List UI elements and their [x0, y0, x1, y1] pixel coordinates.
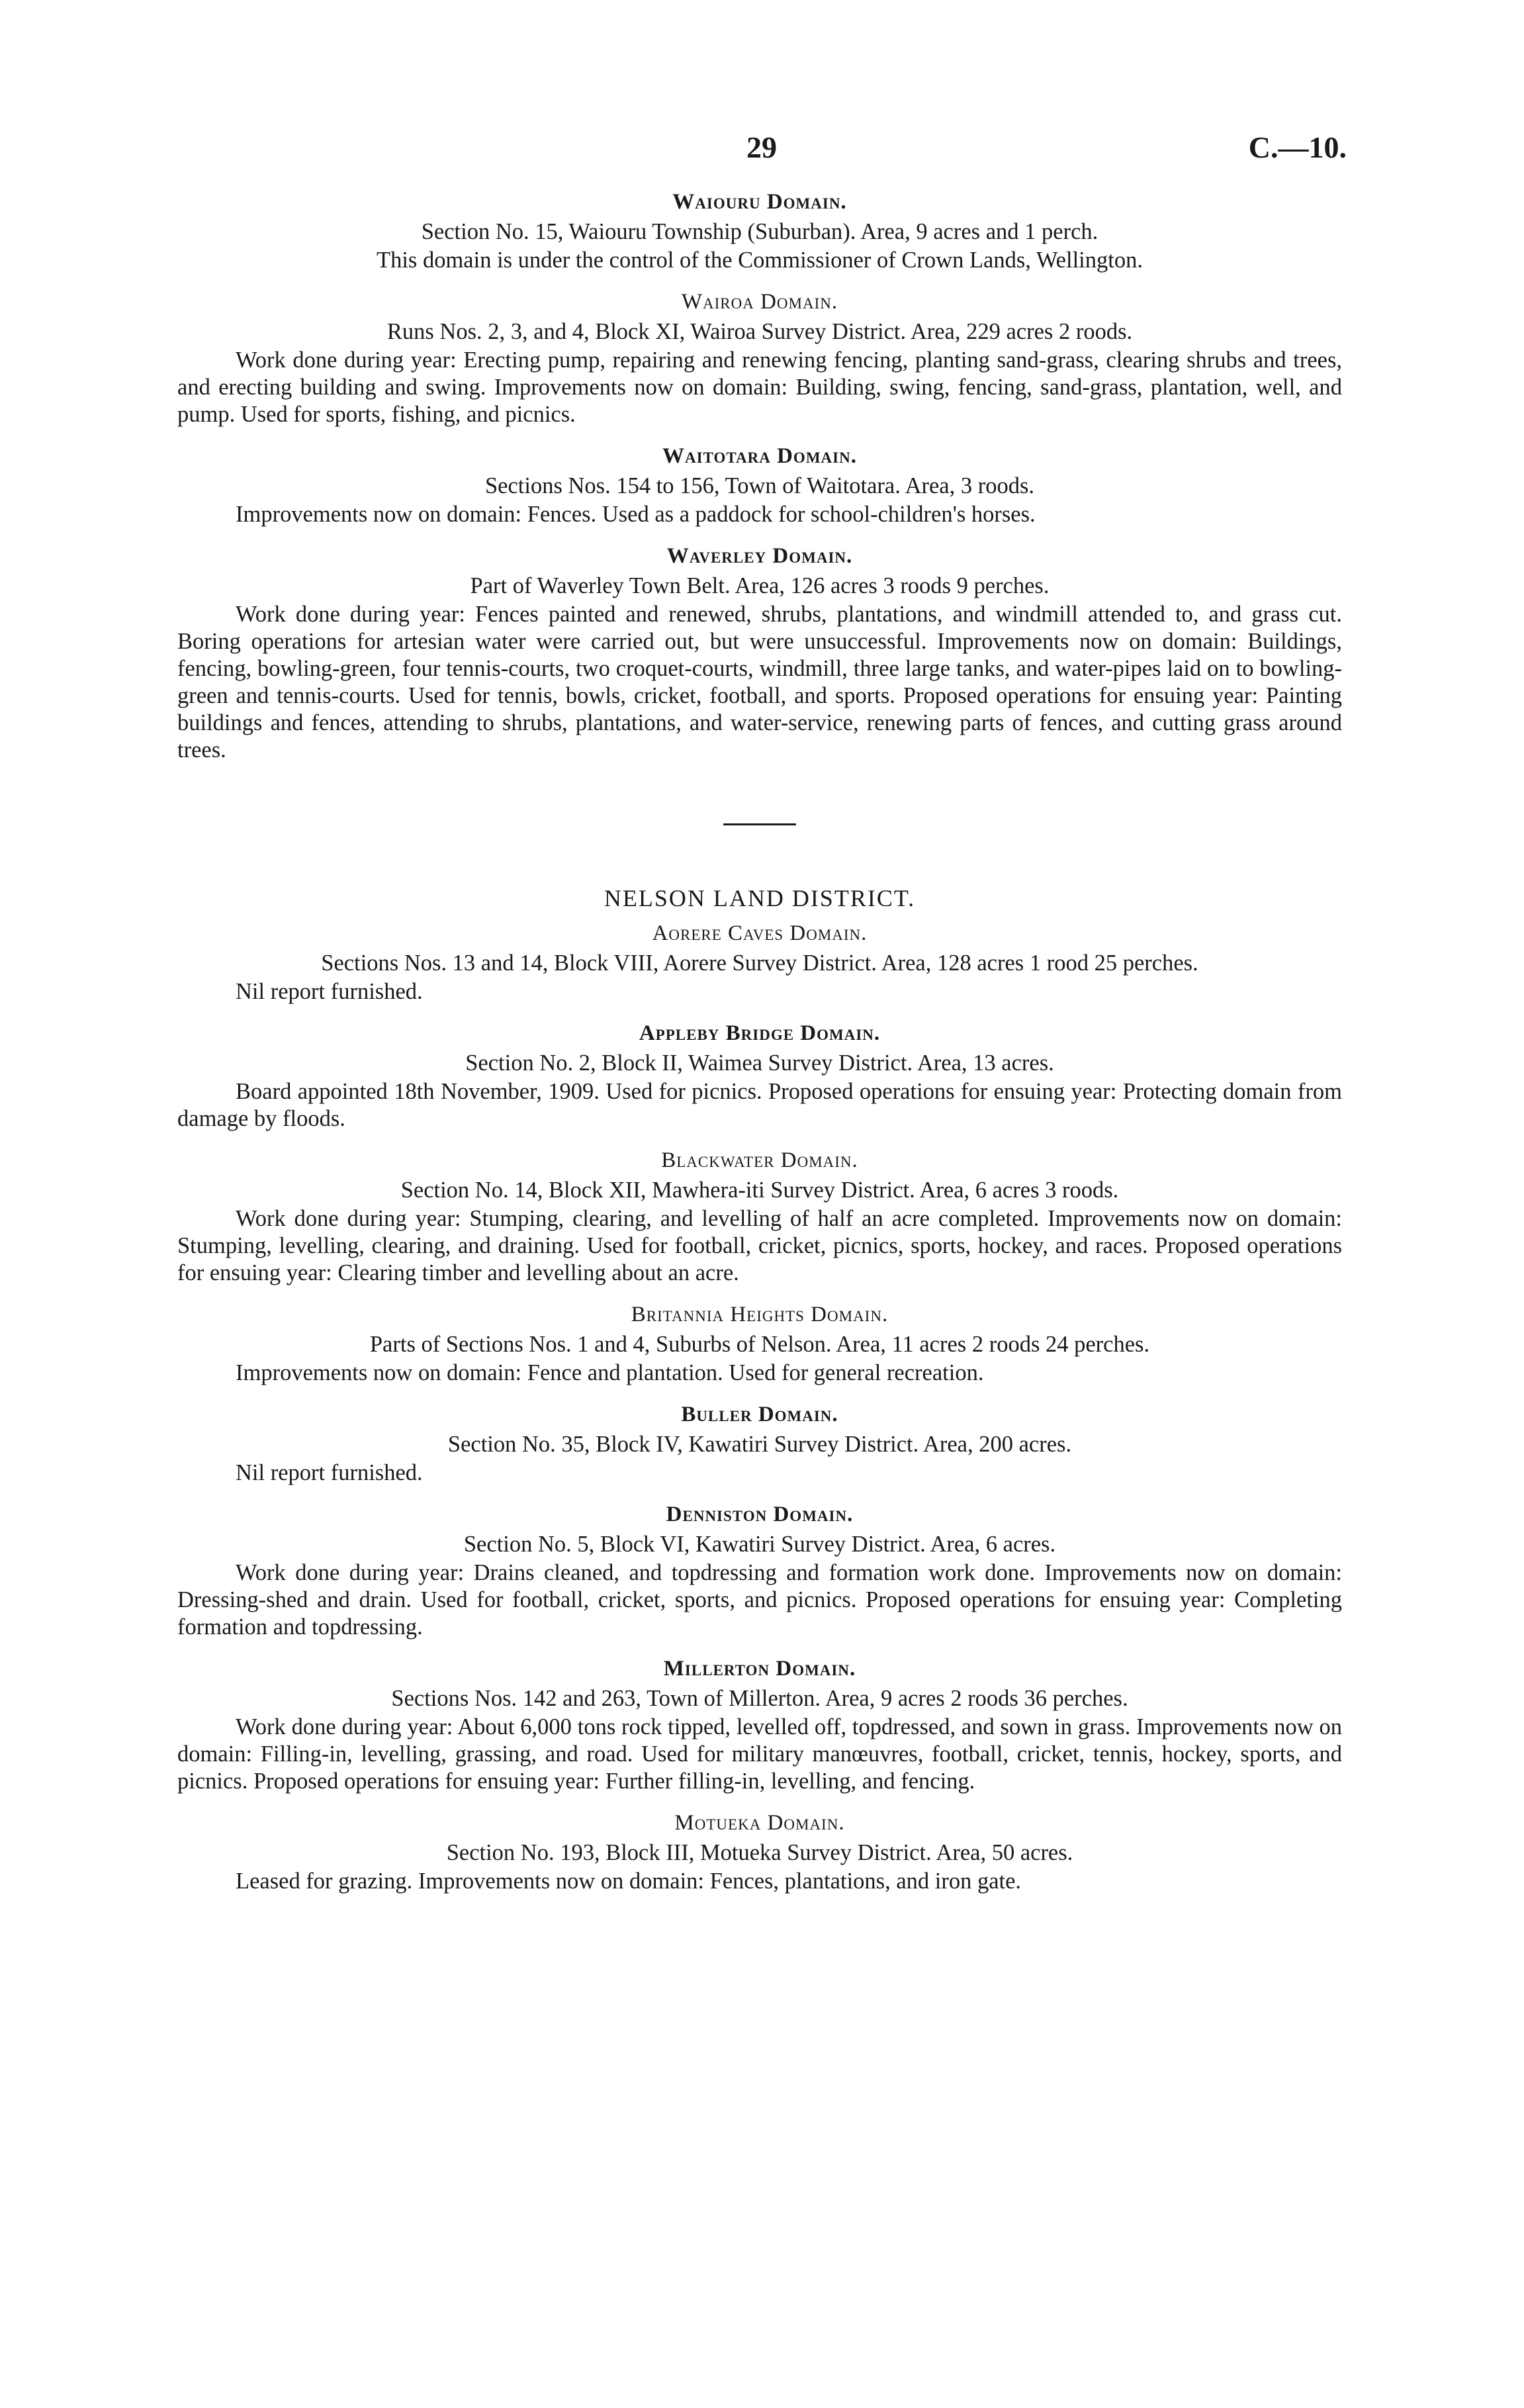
domain-location: Section No. 15, Waiouru Township (Suburban). Area, 9 acres and 1 perch. [421, 219, 1098, 244]
domain-title: Waverley Domain. [666, 544, 853, 568]
domain-location: Runs Nos. 2, 3, and 4, Block XI, Wairoa Survey District. Area, 229 acres 2 roods. [386, 319, 1133, 344]
domain-location: Sections Nos. 13 and 14, Block VIII, Aorere Survey District. Area, 128 acres 1 rood 25 perches. [321, 950, 1198, 976]
domain-title: Buller Domain. [681, 1403, 838, 1426]
domain-entry-britannia-heights [177, 1301, 1342, 1387]
domain-report: Work done during year: Drains cleaned, and topdressing and formation work done. Improvements now on domain: Dressing-shed and drain. Used for football, cricket, sports, and picnics. Proposed operations for ensuing year: Completing formation and topdressing. [177, 1560, 1342, 1640]
domain-location: Section No. 193, Block III, Motueka Survey District. Area, 50 acres. [446, 1840, 1073, 1865]
domain-title: Waiouru Domain. [672, 190, 847, 214]
domain-report: Improvements now on domain: Fences. Used as a paddock for school-children's horses. [236, 502, 1036, 527]
domain-report: Work done during year: Erecting pump, repairing and renewing fencing, planting sand-grass, clearing shrubs and trees, and erecting building and swing. Improvements now on domain: Building, swing, fencing, sand-grass, plantation, well, and pump. Used for sports, fishing, and picnics. [177, 347, 1342, 427]
domain-entry-blackwater [177, 1147, 1342, 1287]
domain-entry-motueka [177, 1810, 1342, 1895]
domain-title: Waitotara Domain. [662, 444, 857, 468]
domain-entry-denniston [177, 1501, 1342, 1641]
domain-entry-millerton [177, 1655, 1342, 1795]
district-heading: NELSON LAND DISTRICT. [604, 885, 916, 911]
domain-location: Section No. 5, Block VI, Kawatiri Survey District. Area, 6 acres. [463, 1532, 1056, 1557]
domain-report: Nil report furnished. [236, 1460, 423, 1485]
domain-title: Aorere Caves Domain. [652, 921, 868, 945]
domain-title: Blackwater Domain. [661, 1148, 858, 1172]
domain-title: Motueka Domain. [674, 1811, 845, 1835]
domain-entry-wairoa [177, 289, 1342, 428]
domain-title: Millerton Domain. [663, 1657, 856, 1681]
domain-title: Appleby Bridge Domain. [639, 1021, 881, 1045]
domain-title: Denniston Domain. [666, 1503, 854, 1526]
domain-report: Improvements now on domain: Fence and plantation. Used for general recreation. [236, 1360, 984, 1385]
domain-entry-waverley [177, 543, 1342, 764]
domain-entry-buller [177, 1401, 1342, 1487]
domain-location: Sections Nos. 142 and 263, Town of Millerton. Area, 9 acres 2 roods 36 perches. [391, 1686, 1128, 1711]
document-reference: C.—10. [1248, 130, 1347, 164]
page-body [177, 189, 1342, 1910]
domain-location: Section No. 2, Block II, Waimea Survey District. Area, 13 acres. [465, 1050, 1054, 1076]
domain-report: Leased for grazing. Improvements now on domain: Fences, plantations, and iron gate. [236, 1869, 1022, 1894]
domain-location: Section No. 14, Block XII, Mawhera-iti Survey District. Area, 6 acres 3 roods. [400, 1178, 1119, 1203]
domain-report: Work done during year: About 6,000 tons rock tipped, levelled off, topdressed, and sown in grass. Improvements now on domain: Filling-in, levelling, grassing, and road. Used for military manœuvres, football, cricket, tennis, hockey, sports, and picnics. Proposed operations for ensuing year: Further filling-in, levelling, and fencing. [177, 1714, 1342, 1794]
domain-report: This domain is under the control of the Commissioner of Crown Lands, Wellington. [377, 248, 1143, 273]
domain-entry-waiouru [177, 189, 1342, 274]
domain-location: Section No. 35, Block IV, Kawatiri Survey District. Area, 200 acres. [447, 1432, 1072, 1457]
domain-report: Board appointed 18th November, 1909. Used for picnics. Proposed operations for ensuing year: Protecting domain from damage by floods. [177, 1079, 1342, 1131]
domain-location: Sections Nos. 154 to 156, Town of Waitotara. Area, 3 roods. [484, 473, 1035, 498]
domain-report: Nil report furnished. [236, 979, 423, 1004]
domain-entry-appleby-bridge [177, 1020, 1342, 1133]
domain-report: Work done during year: Stumping, clearing, and levelling of half an acre completed. Improvements now on domain: Stumping, levelling, clearing, and draining. Used for football, cricket, picnics, sports, hockey, and races. Proposed operations for ensuing year: Clearing timber and levelling about an acre. [177, 1206, 1342, 1285]
domain-location: Part of Waverley Town Belt. Area, 126 acres 3 roods 9 perches. [470, 573, 1050, 598]
domain-entry-aorere-caves [177, 920, 1342, 1005]
domain-title: Britannia Heights Domain. [631, 1303, 889, 1326]
domain-entry-waitotara [177, 443, 1342, 528]
domain-location: Parts of Sections Nos. 1 and 4, Suburbs of Nelson. Area, 11 acres 2 roods 24 perches. [369, 1332, 1150, 1357]
page-number: 29 [746, 130, 777, 164]
domain-title: Wairoa Domain. [681, 290, 838, 314]
domain-report: Work done during year: Fences painted and renewed, shrubs, plantations, and windmill attended to, and grass cut. Boring operations for artesian water were carried out, but were unsuccessful. Improvements now on domain: Buildings, fencing, bowling-green, four tennis-courts, two croquet-courts, windmill, three large tanks, and water-pipes laid on to bowling-green and tennis-courts. Used for tennis, bowls, cricket, football, and sports. Proposed operations for ensuing year: Painting buildings and fences, attending to shrubs, plantations, and water-service, renewing parts of fences, and cutting grass around trees. [177, 602, 1342, 763]
section-divider [723, 823, 796, 825]
